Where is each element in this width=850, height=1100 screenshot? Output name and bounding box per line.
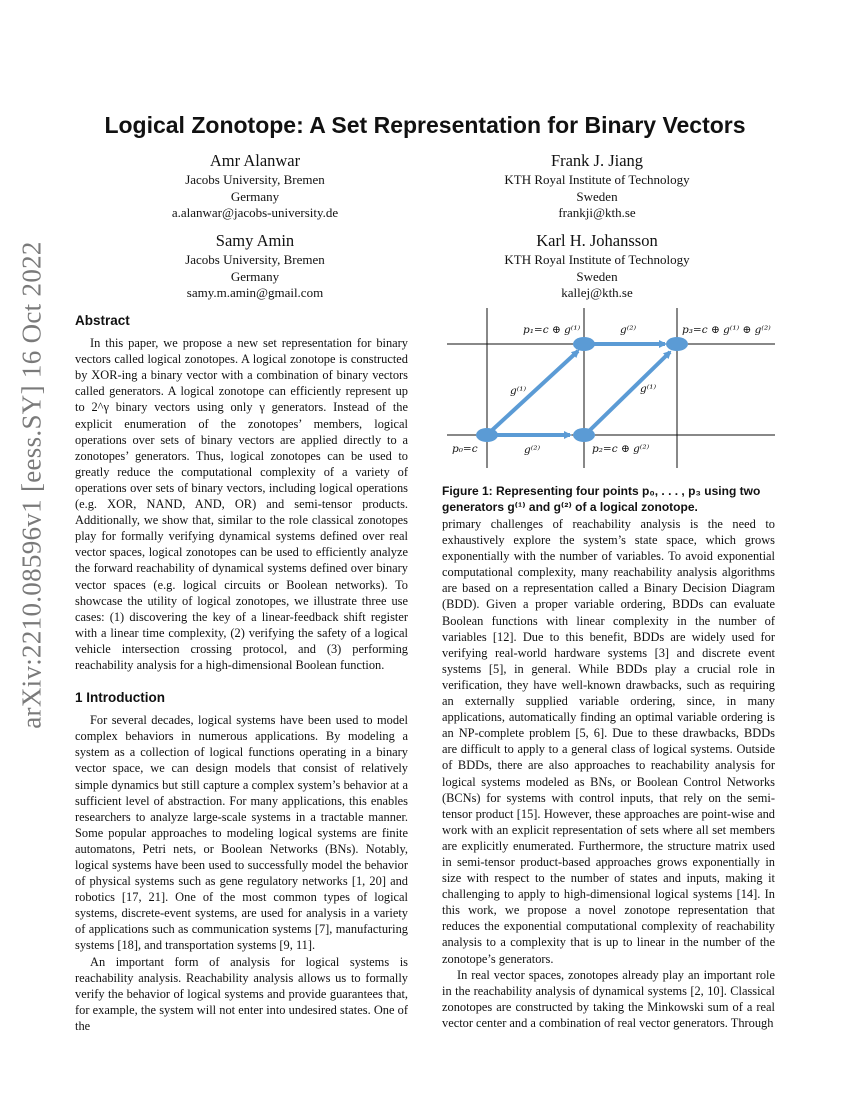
right-paragraph-2: In real vector spaces, zonotopes already play an important role in the reachability analysis of dynamical systems [2, 10]. Classical zonotopes are constructed by taking the Minkowski sum of a real vector center and a combination of real vector generators. Through (442, 967, 775, 1030)
arxiv-sidebar (12, 241, 52, 729)
figure-zonotope-diagram (442, 308, 775, 478)
abstract-heading: Abstract (75, 313, 130, 328)
intro-paragraph-1: For several decades, logical systems have been used to model complex behaviors in numerous applications. By modeling a system as a collection of logical functions operating in a binary vector space, we can design models that consist of relatively simple dynamics but still capture a complex system’s behavior at a sufficient level of abstraction. For many applications, this enables researchers to analyze large-scale systems in a tractable manner. Some popular approaches to modeling logical systems are finite automatons, Petri nets, or Boolean Networks (BNs). Notably, logical systems have been used to successfully model the behavior of physical systems such as gene regulatory networks [1, 20] and robotics [17, 21]. One of the most common types of logical systems, discrete-event systems, are used for analysis in a variety of applications such as communication systems [7], manufacturing systems [18], and transportation systems [9, 11]. (75, 713, 408, 953)
point-p2 (573, 428, 595, 442)
label-p1: p₁=c ⊕ g⁽¹⁾ (523, 324, 581, 336)
intro-heading: 1 Introduction (75, 690, 165, 706)
author-country: Sweden (576, 188, 618, 204)
label-p2: p₂=c ⊕ g⁽²⁾ (592, 443, 650, 455)
point-p0 (476, 428, 498, 442)
author-country: Germany (230, 268, 280, 284)
author-block-4 (447, 230, 747, 302)
paper-title: Logical Zonotope: A Set Representation for Binary Vectors (104, 112, 746, 138)
label-p0: p₀=c (452, 443, 478, 455)
author-name: Frank J. Jiang (550, 151, 644, 170)
author-block-2 (447, 150, 747, 222)
point-p3 (666, 337, 688, 351)
intro-paragraph-2: An important form of analysis for logical systems is reachability analysis. Reachability analysis allows us to formally verify the behavior of logical systems and provide guarantees that, for example, the system will not enter into undesired states. One of the (75, 954, 408, 1033)
arrow-g1-right (588, 352, 670, 432)
arrow-g1-left (489, 351, 578, 433)
author-block-3 (105, 230, 405, 302)
label-g1-left: g⁽¹⁾ (510, 385, 527, 397)
author-email: a.alanwar@jacobs-university.de (171, 205, 339, 220)
author-email: kallej@kth.se (561, 285, 633, 300)
label-p3: p₃=c ⊕ g⁽¹⁾ ⊕ g⁽²⁾ (682, 324, 771, 336)
left-column (75, 313, 408, 1034)
abstract-text: In this paper, we propose a new set representation for binary vectors called logical zonotopes. A logical zonotope is constructed by XOR-ing a binary vector with a combination of binary vectors called generators. A logical zonotope can efficiently represent up to 2^γ binary vectors using only γ generators. Instead of the explicit enumeration of the zonotopes’ members, logical operations over sets of binary vectors are applied directly to a zonotopes’ generators. Thus, logical zonotopes can be used to greatly reduce the computational complexity of a variety of operations over sets of binary vectors, including logical operations (e.g. XOR, NAND, AND, OR) and semi-tensor products. Additionally, we show that, similar to the role classical zonotopes play for formally verifying dynamical systems defined over real vector spaces, logical zonotopes can be used to efficiently analyze the forward reachability of dynamical systems defined over binary vector spaces (e.g. logical circuits or Boolean networks). To showcase the utility of logical zonotopes, we illustrate three use cases: (1) discovering the key of a linear-feedback shift register with a linear time complexity, (2) verifying the safety of a logical vehicle intersection crossing protocol, and (3) performing reachability analysis for a high-dimensional Boolean function. (75, 336, 408, 672)
author-email: samy.m.amin@gmail.com (186, 285, 324, 300)
label-g1-right: g⁽¹⁾ (640, 383, 657, 395)
author-affiliation: Jacobs University, Bremen (185, 172, 325, 187)
author-name: Amr Alanwar (209, 151, 301, 170)
author-affiliation: KTH Royal Institute of Technology (504, 172, 690, 187)
author-block-1 (105, 150, 405, 222)
author-name: Samy Amin (215, 231, 295, 250)
author-email: frankji@kth.se (558, 205, 636, 220)
arxiv-identifier: arXiv:2210.08596v1 [eess.SY] 16 Oct 2022 (16, 241, 47, 729)
right-column (442, 516, 775, 1031)
author-country: Germany (230, 188, 280, 204)
point-p1 (573, 337, 595, 351)
figure-caption: Figure 1: Representing four points p₀, . . . , p₃ using two generators g⁽¹⁾ and g⁽²⁾ of a logical zonotope. (442, 484, 761, 514)
author-affiliation: Jacobs University, Bremen (185, 252, 325, 267)
author-country: Sweden (576, 268, 618, 284)
author-affiliation: KTH Royal Institute of Technology (504, 252, 690, 267)
figure-points (476, 337, 688, 442)
author-name: Karl H. Johansson (536, 231, 658, 250)
label-g2-bottom: g⁽²⁾ (524, 444, 541, 456)
right-paragraph-1: primary challenges of reachability analysis is the need to exhaustively explore the system’s state space, which grows exponentially with the number of variables. To avoid exponential computational complexity, many reachability analysis algorithms are based on a representation called a Binary Decision Diagram (BDD). Given a proper variable ordering, BDDs can evaluate Boolean functions with linear complexity in the number of variables [12]. Due to this benefit, BDDs are widely used for verifying real-world hardware systems [3] and discrete event systems [5], in general. While BDDs play a crucial role in verification, they have well-known drawbacks, such as requiring an externally supplied variable ordering, since, in many applications, automatically finding an optimal variable ordering is an NP-complete problem [5, 6]. Due to these drawbacks, BDDs are difficult to apply to a general class of logical systems. Outside of BDDs, there are also approaches to reachability analysis for logical systems modeled as BNs, or Boolean Control Networks (BCNs) for systems with control inputs, that rely on the semi-tensor product [15]. However, these approaches are point-wise and work with an explicit representation of sets where all set members are explicitly enumerated. Furthermore, the structure matrix used in semi-tensor product-based approaches grows exponentially in size with respect to the number of states and inputs, making it challenging to apply to high-dimensional logical systems [14]. In this work, we propose a novel zonotope representation that reduces the exponential computational complexity of reachability analysis to a complexity that is up to linear in the number of the zonotope’s generators. (442, 517, 775, 966)
label-g2-top: g⁽²⁾ (620, 324, 637, 336)
